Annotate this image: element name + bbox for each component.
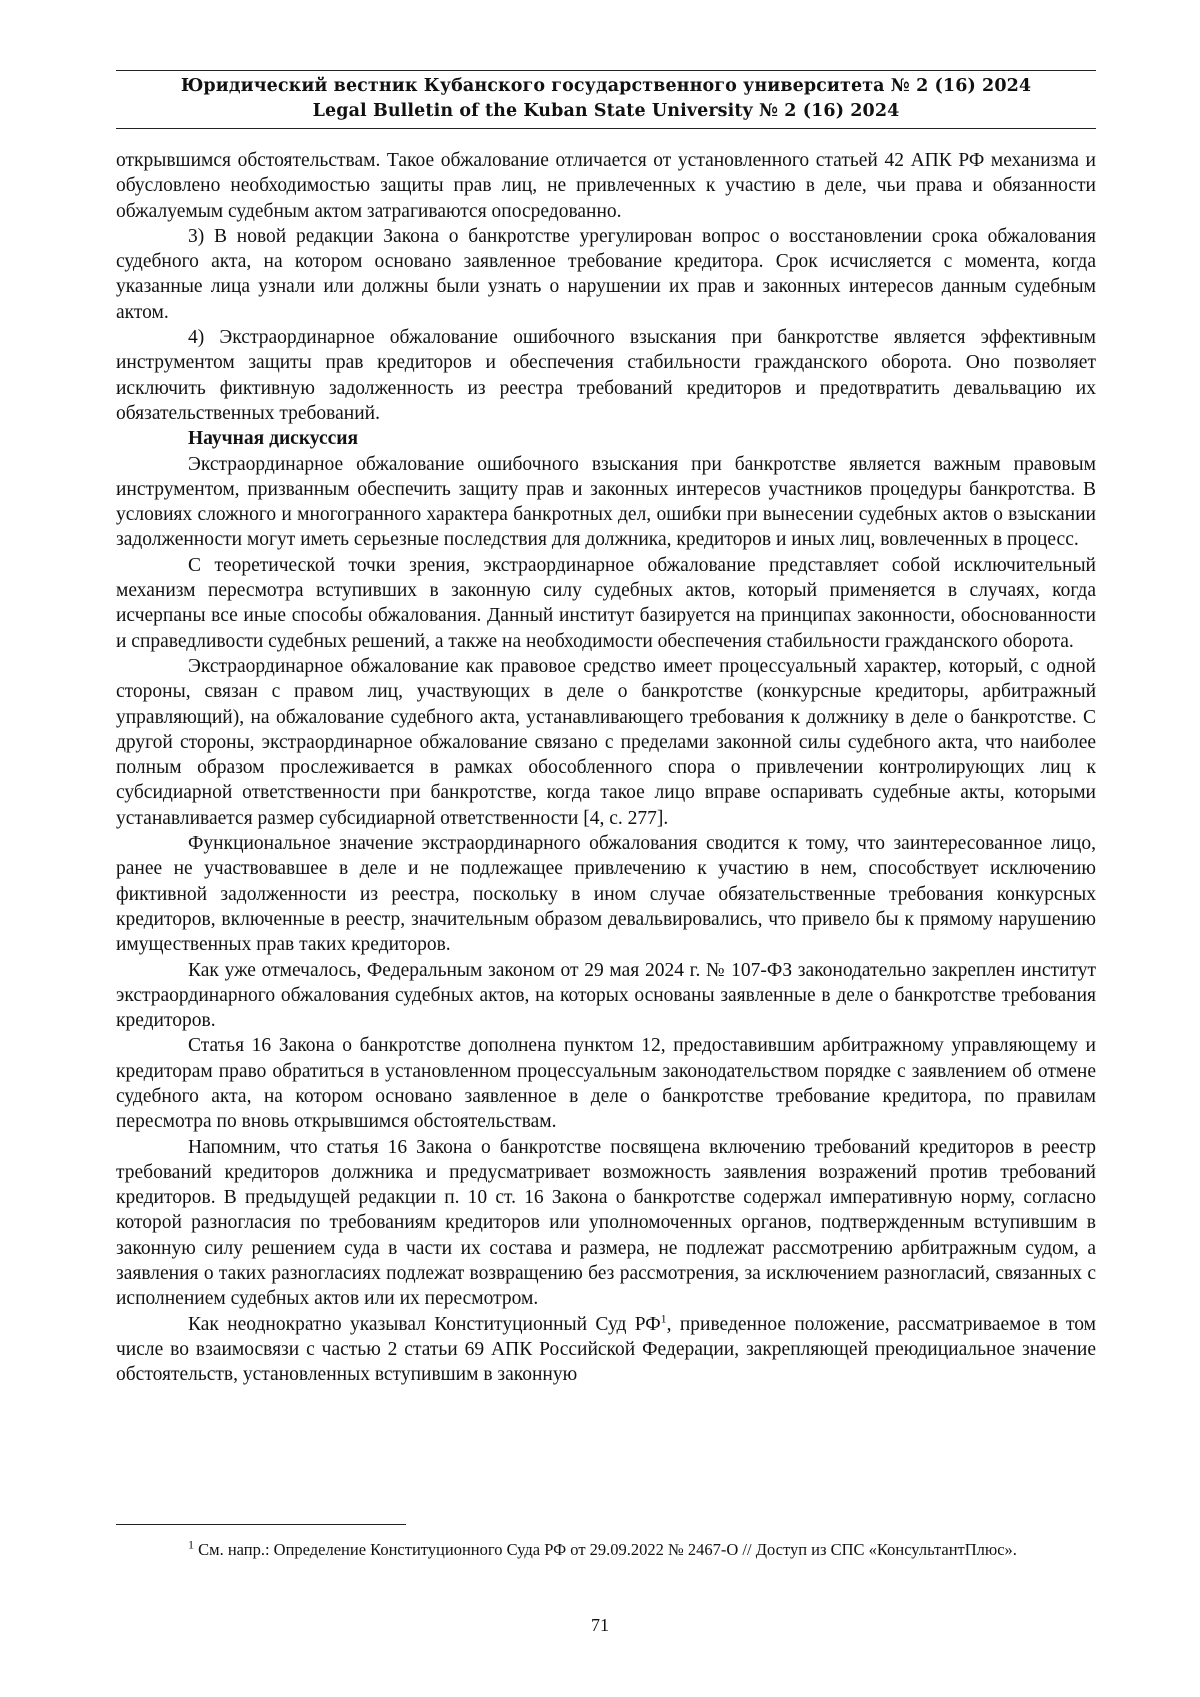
paragraph-10: Напомним, что статья 16 Закона о банкротстве посвящена включению требований кредиторов в реестр требований кредиторов должника и предусматривает возможность заявления возражений против требований кредиторов. В предыдущей редакции п. 10 ст. 16 Закона о банкротстве содержал императивную норму, согласно которой разногласия по требованиям кредиторов или уполномоченных органов, подтвержденным вступившим в законную силу решением суда в части их состава и размера, не подлежат рассмотрению арбитражным судом, а заявления о таких разногласиях подлежат возвращению без рассмотрения, за исключением разногласий, связанных с исполнением судебных актов или их пересмотром. (116, 1136, 1096, 1310)
paragraph-11 (116, 1312, 1096, 1388)
paragraph-8: Как уже отмечалось, Федеральным законом от 29 мая 2024 г. № 107-ФЗ законодательно закреплен институт экстраординарного обжалования судебных актов, на которых основаны заявленные в деле о банкротстве требования кредиторов. (116, 959, 1096, 1032)
footnote (116, 1538, 1096, 1561)
paragraph-1: открывшимся обстоятельствам. Такое обжалование отличается от установленного статьей 42 АПК РФ механизма и обусловлено необходимостью защиты прав лиц, не привлеченных к участию в деле, чьи права и обязанности обжалуемым судебным актом затрагиваются опосредованно. (116, 150, 1096, 222)
paragraph-3: 4) Экстраординарное обжалование ошибочного взыскания при банкротстве является эффективным инструментом защиты прав кредиторов и обеспечения стабильности гражданского оборота. Оно позволяет исключить фиктивную задолженность из реестра требований кредиторов и предотвратить девальвацию их обязательственных требований. (116, 327, 1096, 424)
header-title-ru: Юридический вестник Кубанского государственного университета № 2 (16) 2024 (180, 76, 1032, 96)
paragraph-7: Функциональное значение экстраординарного обжалования сводится к тому, что заинтересованное лицо, ранее не участвовавшее в деле и не подлежащее привлечению к участию в нем, способствует исключению фиктивной задолженности из реестра, поскольку в ином случае обязательственные требования конкурсных кредиторов, включенные в реестр, значительным образом девальвировались, что привело бы к прямому нарушению имущественных прав таких кредиторов. (116, 833, 1096, 956)
footnote-separator (116, 1524, 406, 1525)
footnote-reference[interactable]: 1 (660, 1311, 667, 1326)
running-header (116, 70, 1096, 129)
article-body (116, 148, 1096, 1388)
paragraph-6: Экстраординарное обжалование как правовое средство имеет процессуальный характер, который, с одной стороны, связан с правом лиц, участвующих в деле о банкротстве (конкурсные кредиторы, арбитражный управляющий), на обжалование судебного акта, устанавливающего требования к должнику в деле о банкротстве. С другой стороны, экстраординарное обжалование связано с пределами законной силы судебного акта, что наиболее полным образом прослеживается в рамках обособленного спора о привлечении контролирующих лиц к субсидиарной ответственности при банкротстве, когда такое лицо вправе оспаривать судебные акты, которыми устанавливается размер субсидиарной ответственности [4, с. 277]. (116, 655, 1096, 829)
section-heading: Научная дискуссия (188, 428, 359, 450)
header-title-en: Legal Bulletin of the Kuban State University № 2 (16) 2024 (312, 101, 900, 121)
footnote-text: См. напр.: Определение Конституционного Суда РФ от 29.09.2022 № 2467-О // Доступ из СПС «КонсультантПлюс». (198, 1540, 1017, 1559)
paragraph-9: Статья 16 Закона о банкротстве дополнена пунктом 12, предоставившим арбитражному управляющему и кредиторам право обратиться в установленном процессуальным законодательством порядке с заявлением об отмене судебного акта, на котором основано заявленное в деле о банкротстве требование кредитора, по правилам пересмотра по вновь открывшимся обстоятельствам. (116, 1035, 1096, 1133)
paragraph-2: 3) В новой редакции Закона о банкротстве урегулирован вопрос о восстановлении срока обжалования судебного акта, на котором основано заявленное требование кредитора. Срок исчисляется с момента, когда указанные лица узнали или должны были узнать о нарушении их прав и законных интересов данным судебным актом. (116, 225, 1096, 323)
page-number: 71 (591, 1615, 609, 1635)
paragraph-5: С теоретической точки зрения, экстраординарное обжалование представляет собой исключительный механизм пересмотра вступивших в законную силу судебных актов, который применяется в случаях, когда исчерпаны все иные способы обжалования. Данный институт базируется на принципах законности, обоснованности и справедливости судебных решений, а также на необходимости обеспечения стабильности гражданского оборота. (116, 554, 1096, 652)
paragraph-11-text-start: Как неоднократно указывал Конституционный Суд РФ (188, 1313, 661, 1335)
paragraph-11-text-end: , приведенное положение, рассматриваемое в том числе во взаимосвязи с частью 2 статьи 69 АПК Российской Федерации, закрепляющей преюдициальное значение обстоятельств, установленных вступившим в законную (116, 1313, 1096, 1386)
paragraph-4: Экстраординарное обжалование ошибочного взыскания при банкротстве является важным правовым инструментом, призванным обеспечить защиту прав и законных интересов участников процедуры банкротства. В условиях сложного и многогранного характера банкротных дел, ошибки при вынесении судебных актов о взыскании задолженности могут иметь серьезные последствия для должника, кредиторов и иных лиц, вовлеченных в процесс. (116, 453, 1096, 551)
footnote-mark: 1 (188, 1537, 194, 1552)
